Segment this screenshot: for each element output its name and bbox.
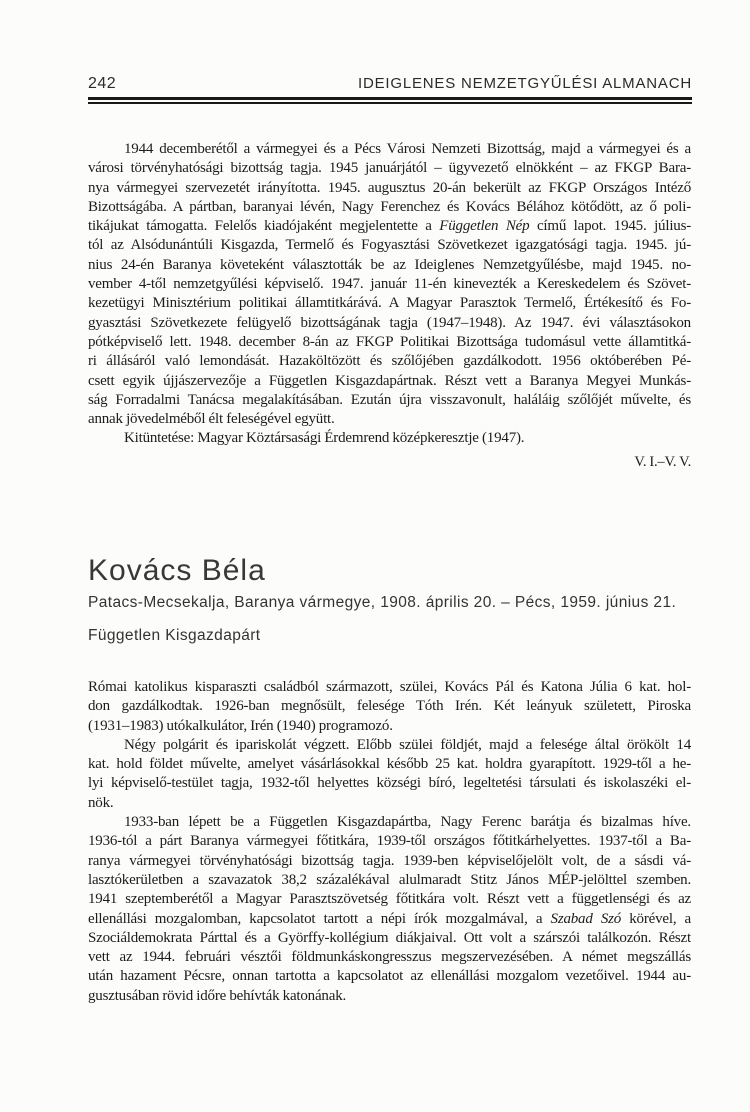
text-line: lyi képviselő-testület tagja, 1932-től helyettes községi bíró, legeltetési társulati és iskolaszéki el-	[88, 775, 691, 792]
paragraph	[88, 736, 691, 813]
text-line: ranya vármegyei törvényhatósági bizottság tagja. 1939-ben képviselőjelölt volt, de a sásdi vá-	[88, 852, 691, 869]
text-line: don gazdálkodtak. 1926-ban megnősült, felesége Tóth Irén. Két leányuk született, Piroska	[88, 698, 691, 715]
text-line: ellenállási mozgalomban, kapcsolatot tartott a népi írók mozgalmával, a Szabad Szó körével, a	[88, 910, 691, 927]
text-line: Római katolikus kisparaszti családból származott, szülei, Kovács Pál és Katona Júlia 6 kat. hol-	[88, 679, 691, 695]
paragraph	[88, 678, 691, 736]
text-line: nök.	[88, 794, 114, 811]
text-line: annak jövedelméből élt feleségével együtt.	[88, 411, 335, 428]
text-line: (1931–1983) utókalkulátor, Irén (1940) programozó.	[88, 717, 393, 734]
text-line: kat. hold földet művelte, amelyet vásárlásokkal később 25 kat. holdra gyarapított. 1929-től a he-	[88, 756, 691, 773]
text-line: vember 4-től nemzetgyűlési képviselő. 1947. január 11-én kinevezték a Kereskedelem és Szövet-	[88, 276, 691, 293]
header-rule-thin-line	[88, 102, 692, 104]
entry-birth-death: Patacs-Mecsekalja, Baranya vármegye, 1908. április 20. – Pécs, 1959. június 21.	[88, 594, 677, 611]
paragraph	[88, 813, 691, 1006]
text-line: Négy polgárit és ipariskolát végzett. Előbb szülei földjét, majd a felesége által örökölt 14	[124, 736, 691, 753]
text-line: ság Forradalmi Tanácsa megalakításában. Ezután újra visszavonult, haláláig szőlőjét művelte, és	[88, 391, 691, 408]
text-line: gyasztási Szövetkezete felügyelő bizottságának tagja (1947–1948). Az 1947. évi választásokon	[88, 314, 691, 331]
running-header	[88, 74, 692, 94]
header-rule-thick-line	[88, 97, 692, 100]
entry-biography-paragraphs	[88, 678, 691, 1006]
paragraph	[88, 140, 691, 429]
text-line: tól az Alsódunántúli Kisgazda, Termelő és Fogyasztási Szövetkezet igazgatósági tagja. 1945. jú-	[88, 237, 691, 254]
previous-entry-paragraphs	[88, 140, 691, 449]
text-line: Kitüntetése: Magyar Köztársasági Érdemrend középkeresztje (1947).	[124, 430, 525, 447]
text-line: gusztusában rövid időre behívták katonának.	[88, 987, 347, 1004]
header-rule	[88, 97, 692, 104]
text-line: csett egyik újjászervezője a Független Kisgazdapártnak. Részt vett a Baranya Megyei Munkás-	[88, 372, 691, 389]
text-line: után hazament Pécsre, onnan tartotta a kapcsolatot az ellenállási mozgalom vezetőivel. 1944 au-	[88, 968, 691, 985]
entry-biography	[88, 678, 691, 1006]
text-line: 1933-ban lépett be a Független Kisgazdapártba, Nagy Ferenc barátja és bizalmas híve.	[124, 814, 691, 831]
text-line: 1936-tól a párt Baranya vármegyei főtitkára, 1939-től országos főtitkárhelyettes. 1937-től a Ba-	[88, 833, 691, 850]
text-line: Bizottságába. A pártban, baranyai lévén, Nagy Ferenchez és Kovács Bélához kötődött, az ő poli-	[88, 198, 691, 215]
entry-name: Kovács Béla	[88, 554, 266, 587]
text-line: pótképviselő lett. 1948. december 8-án az FKGP Politikai Bizottsága tudomásul vette államtitká-	[88, 333, 691, 350]
page-number: 242	[88, 75, 117, 92]
entry-party: Független Kisgazdapárt	[88, 627, 261, 644]
text-line: kezetügyi Minisztérium politikai államtitkárává. A Magyar Parasztok Termelő, Értékesítő és Fo-	[88, 295, 691, 312]
author-initials: V. I.–V. V.	[634, 453, 691, 470]
previous-entry-text	[88, 140, 691, 472]
text-line: nya vármegyei szervezetét irányította. 1945. augusztus 20-án bekerült az FKGP Országos Intéző	[88, 179, 691, 196]
text-line: vett az 1944. februári vésztői földmunkáskongresszus megszervezésében. A német megszállás	[88, 949, 691, 966]
text-line: 1941 szeptemberétől a Magyar Parasztszövetség főtitkára volt. Részt vett a függetlenségi és az	[88, 891, 691, 908]
text-line: nius 24-én Baranya követeként választották be az Ideiglenes Nemzetgyűlésbe, majd 1945. no-	[88, 256, 691, 273]
text-line: 1944 decemberétől a vármegyei és a Pécs Városi Nemzeti Bizottság, majd a vármegyei és a	[124, 141, 691, 157]
text-line: lasztókerületben a szavazatok 38,2 százalékával alulmaradt Stitz János MÉP-jelölttel szemben.	[88, 871, 691, 888]
text-line: tikájukat támogatta. Felelős kiadójaként megjelentette a Független Nép című lapot. 1945. július-	[88, 218, 691, 235]
text-line: ri állásáról való lemondását. Hazaköltözött és szőlőjében gazdálkodott. 1956 októberében Pé-	[88, 353, 691, 370]
running-header-title: IDEIGLENES NEMZETGYŰLÉSI ALMANACH	[358, 75, 692, 92]
text-line: városi törvényhatósági bizottság tagja. 1945 januárjától – ügyvezető elnökként – az FKGP Bara-	[88, 160, 691, 177]
entry-heading	[88, 553, 692, 646]
paragraph	[88, 429, 691, 448]
text-line: Szociáldemokrata Párttal és a Györffy-kollégium diákjaival. Ott volt a szárszói találkozón. Részt	[88, 929, 691, 946]
